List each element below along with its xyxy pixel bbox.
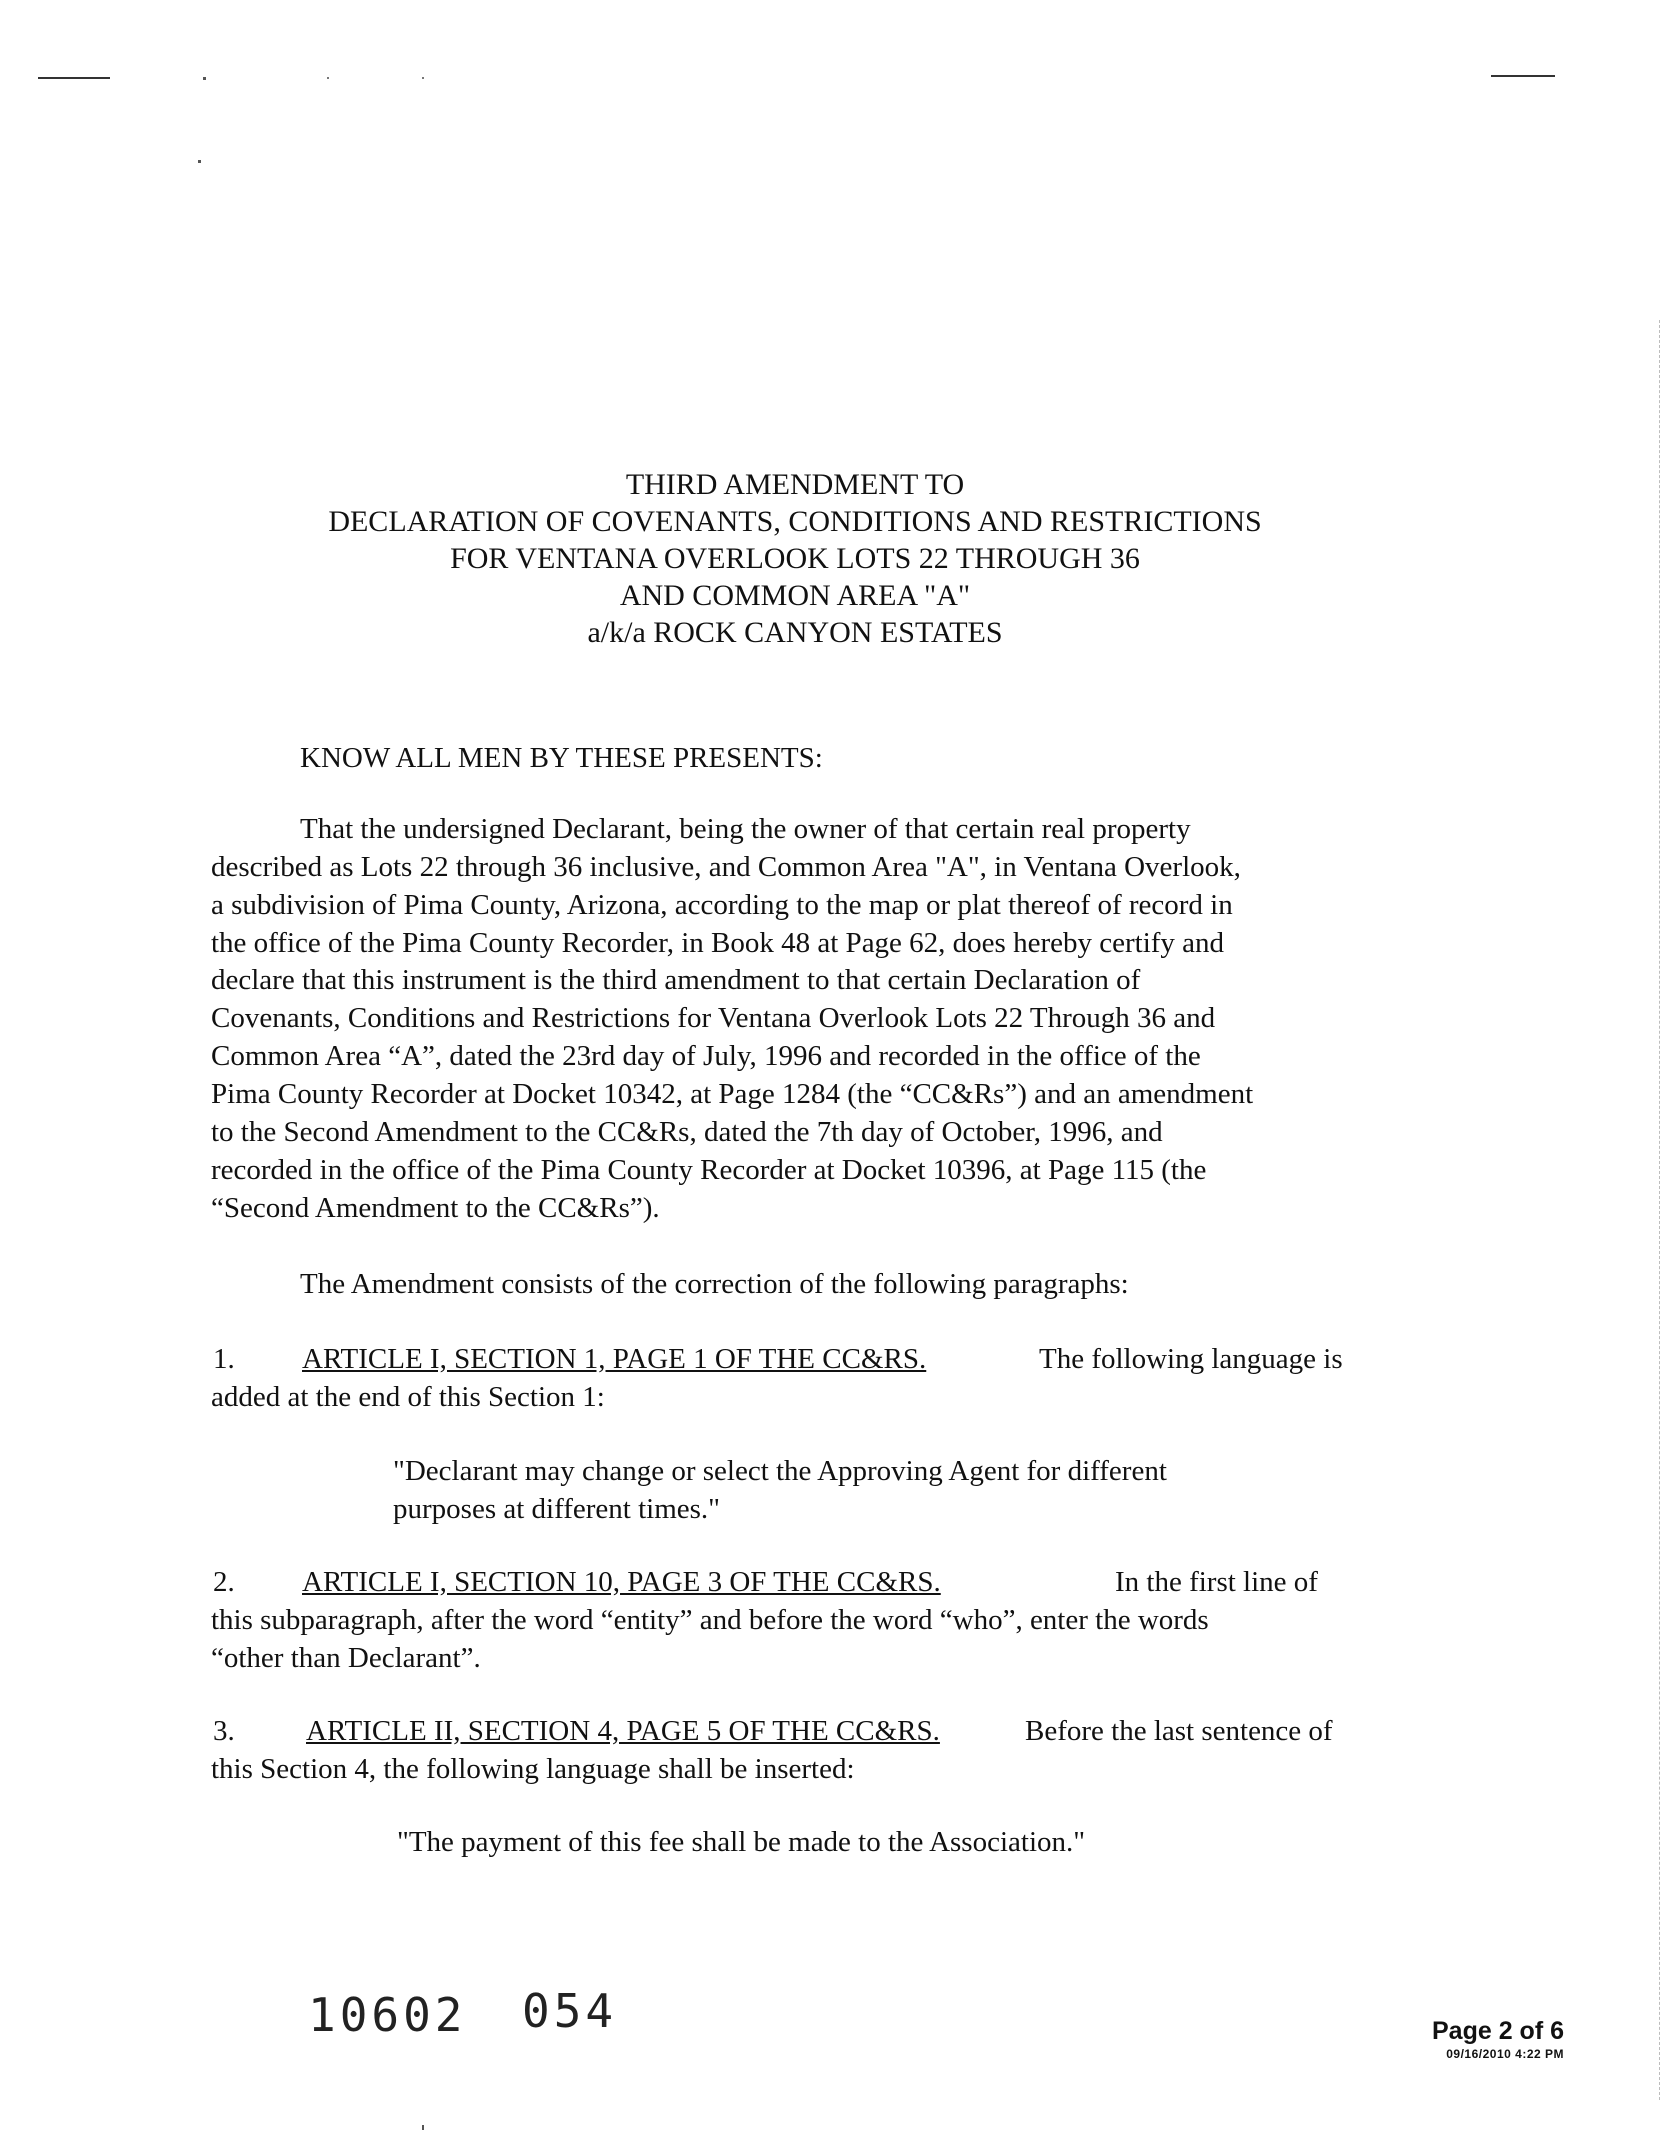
item-heading: ARTICLE I, SECTION 10, PAGE 3 OF THE CC&RS. xyxy=(302,1566,941,1598)
document-title xyxy=(0,466,1590,651)
item-text: this Section 4, the following language shall be inserted: xyxy=(211,1753,855,1785)
body-line: to the Second Amendment to the CC&Rs, dated the 7th day of October, 1996, and xyxy=(211,1116,1163,1148)
title-line: FOR VENTANA OVERLOOK LOTS 22 THROUGH 36 xyxy=(450,542,1140,575)
title-line: DECLARATION OF COVENANTS, CONDITIONS AND RESTRICTIONS xyxy=(328,505,1262,538)
scan-edge-line xyxy=(1659,320,1660,2100)
scan-mark-top-right xyxy=(1491,75,1555,77)
item-number: 3. xyxy=(213,1715,235,1747)
body-line: Covenants, Conditions and Restrictions for Ventana Overlook Lots 22 Through 36 and xyxy=(211,1002,1216,1034)
page-number: Page 2 of 6 xyxy=(1432,2017,1564,2045)
page-stamp: 054 xyxy=(522,1984,618,2038)
title-line: THIRD AMENDMENT TO xyxy=(625,468,965,501)
quote-line: "The payment of this fee shall be made to the Association." xyxy=(397,1826,1086,1858)
item-text: this subparagraph, after the word “entity” and before the word “who”, enter the words xyxy=(211,1604,1209,1636)
item-number: 1. xyxy=(213,1343,235,1375)
body-line: declare that this instrument is the third amendment to that certain Declaration of xyxy=(211,964,1141,996)
body-line: described as Lots 22 through 36 inclusive, and Common Area "A", in Ventana Overlook, xyxy=(211,851,1241,883)
consists-line: The Amendment consists of the correction of the following paragraphs: xyxy=(300,1268,1129,1300)
docket-stamp: 10602 xyxy=(308,1988,467,2042)
page-footer xyxy=(1432,2017,1564,2063)
item-heading: ARTICLE II, SECTION 4, PAGE 5 OF THE CC&RS. xyxy=(306,1715,940,1747)
body-line: recorded in the office of the Pima County Recorder at Docket 10396, at Page 115 (the xyxy=(211,1154,1207,1186)
item-text: “other than Declarant”. xyxy=(211,1642,481,1674)
quote-line: "Declarant may change or select the Approving Agent for different xyxy=(393,1455,1167,1487)
body-line: a subdivision of Pima County, Arizona, according to the map or plat thereof of record in xyxy=(211,889,1233,921)
intro-heading: KNOW ALL MEN BY THESE PRESENTS: xyxy=(300,742,823,774)
quote-line: purposes at different times." xyxy=(393,1493,721,1525)
body-line: the office of the Pima County Recorder, in Book 48 at Page 62, does hereby certify and xyxy=(211,927,1225,959)
scan-dot xyxy=(327,77,329,79)
scan-dot xyxy=(422,2125,424,2130)
item-text: The following language is xyxy=(1039,1343,1343,1375)
body-line: Pima County Recorder at Docket 10342, at Page 1284 (the “CC&Rs”) and an amendment xyxy=(211,1078,1254,1110)
body-line: “Second Amendment to the CC&Rs”). xyxy=(211,1192,660,1224)
body-line: That the undersigned Declarant, being the owner of that certain real property xyxy=(300,813,1191,845)
scan-dot xyxy=(203,77,206,80)
item-heading: ARTICLE I, SECTION 1, PAGE 1 OF THE CC&RS. xyxy=(302,1343,927,1375)
title-line: a/k/a ROCK CANYON ESTATES xyxy=(587,616,1003,649)
scan-mark-top-left xyxy=(38,77,110,79)
item-text: Before the last sentence of xyxy=(1025,1715,1333,1747)
item-number: 2. xyxy=(213,1566,235,1598)
item-text: In the first line of xyxy=(1115,1566,1318,1598)
scan-dot xyxy=(422,77,424,79)
print-timestamp: 09/16/2010 4:22 PM xyxy=(1446,2047,1564,2061)
title-line: AND COMMON AREA "A" xyxy=(619,579,971,612)
body-line: Common Area “A”, dated the 23rd day of July, 1996 and recorded in the office of the xyxy=(211,1040,1201,1072)
scan-dot xyxy=(198,160,201,163)
item-text: added at the end of this Section 1: xyxy=(211,1381,605,1413)
